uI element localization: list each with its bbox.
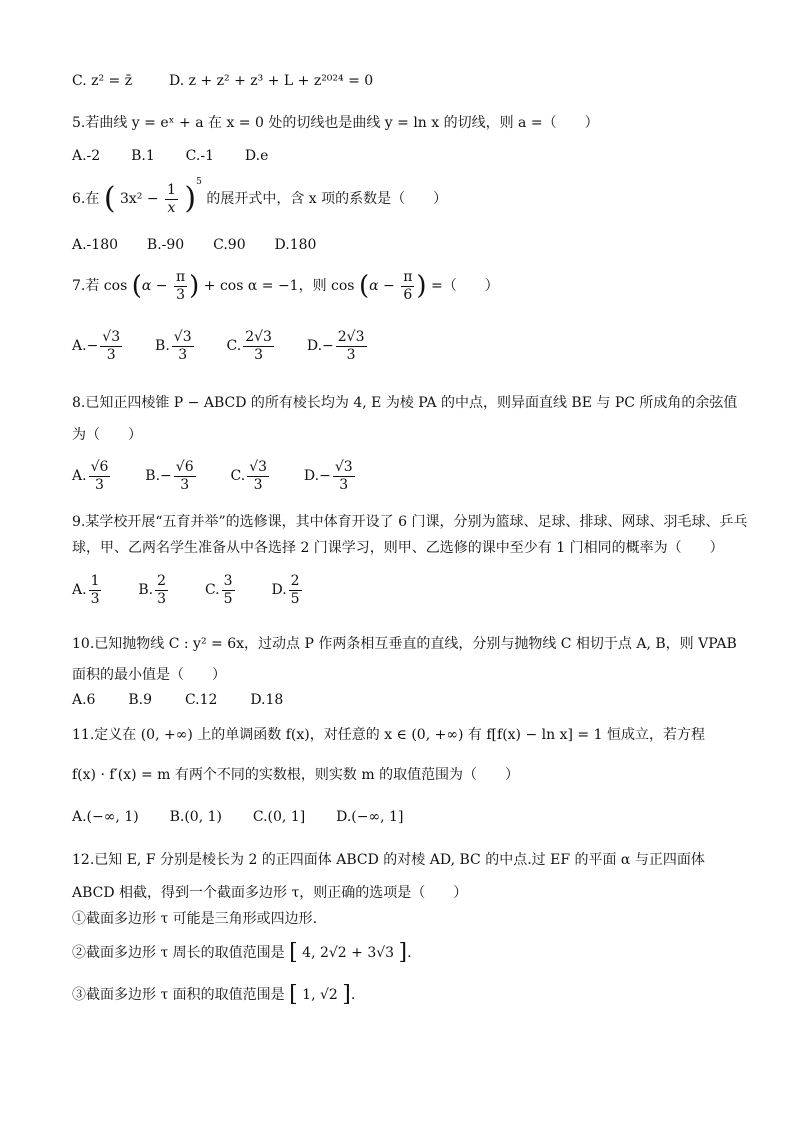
- q7-option-a-frac: [100, 330, 122, 362]
- q7-stem-suffix: =（ ）: [431, 278, 499, 295]
- q10-option-c: C.12: [184, 692, 218, 708]
- q7-option-d-frac: [336, 330, 367, 362]
- q8-option-c-num: √3: [249, 459, 268, 475]
- q11-option-a: A.(−∞, 1): [72, 809, 139, 825]
- q6-stem-prefix: 6.在: [72, 191, 100, 208]
- q8-option-b-den: 3: [180, 476, 190, 493]
- q6-options: [72, 238, 316, 252]
- q6-option-a: A.-180: [72, 237, 119, 253]
- q7-option-b-label: B.: [155, 338, 170, 355]
- q9-option-a-label: A.: [72, 582, 87, 599]
- q8-option-a-num: √6: [90, 459, 109, 475]
- q9-option-d-num: 2: [290, 573, 300, 589]
- q8-option-b-sign: −: [160, 468, 172, 485]
- q7-option-b: [155, 330, 196, 362]
- q7-stem-prefix: 7.若 cos: [72, 278, 128, 295]
- q10-stem-line1: 10.已知抛物线 C : y² = 6x，过动点 P 作两条相互垂直的直线，分别与抛物线 C 相切于点 A, B，则 VPAB: [72, 636, 737, 652]
- q8-option-b-frac: [174, 460, 196, 492]
- q10-option-a: A.6: [72, 692, 96, 708]
- q7-stem: [72, 270, 499, 302]
- q7-option-d-den: 3: [346, 346, 356, 363]
- q6-stem: [72, 176, 448, 217]
- q8-option-c-frac: [247, 460, 269, 492]
- q7-frac-2-den: 6: [403, 286, 413, 303]
- q9-option-c: [205, 574, 237, 606]
- q6-frac-den: x: [167, 199, 176, 216]
- q9-option-b: [138, 574, 170, 606]
- q4-option-d: D. z + z² + z³ + L + z²⁰²⁴ = 0: [169, 73, 374, 89]
- q10-options: [72, 693, 283, 707]
- q7-stem-mid: + cos α = −1，则 cos: [203, 278, 355, 295]
- q8-option-d-den: 3: [339, 476, 349, 493]
- q11-stem-line1: 11.定义在 (0, +∞) 上的单调函数 f(x)，对任意的 x ∈ (0, +∞) 有 f[f(x) − ln x] = 1 恒成立，若方程: [72, 727, 705, 743]
- q7-option-d-label: D.: [306, 338, 323, 355]
- q8-option-a-label: A.: [72, 468, 87, 485]
- q8-option-a-frac: [89, 460, 111, 492]
- q10-option-d: D.18: [250, 692, 284, 708]
- q9-option-d-frac: [289, 574, 302, 606]
- q8-option-d-sign: −: [319, 468, 331, 485]
- q7-option-b-num: √3: [173, 329, 192, 345]
- q8-option-d: [304, 460, 357, 492]
- q7-option-d-sign: −: [322, 338, 334, 355]
- q6-stem-suffix: 的展开式中，含 x 项的系数是（ ）: [206, 191, 448, 208]
- q9-option-b-frac: [155, 574, 168, 606]
- q6-left-paren: (: [103, 181, 116, 217]
- q6-option-d: D.180: [274, 237, 317, 253]
- q6-exponent: 5: [196, 176, 202, 187]
- q11-option-d: D.(−∞, 1]: [336, 809, 404, 825]
- q8-stem-line1: 8.已知正四棱锥 P − ABCD 的所有棱长均为 4, E 为棱 PA 的中点，则异面直线 BE 与 PC 所成角的余弦值: [72, 395, 738, 411]
- q6-frac-num: 1: [167, 182, 176, 198]
- q11-option-b: B.(0, 1): [169, 809, 222, 825]
- q12-item-2-rbracket: ]: [398, 940, 408, 965]
- q8-option-d-num: √3: [334, 459, 353, 475]
- q11-options: [72, 810, 403, 824]
- q8-option-b-num: √6: [175, 459, 194, 475]
- q7-paren-r2: ): [416, 271, 427, 302]
- q7-option-c-den: 3: [254, 346, 264, 363]
- q8-option-d-label: D.: [303, 468, 320, 485]
- q5-stem: 5.若曲线 y = eˣ + a 在 x = 0 处的切线也是曲线 y = ln x 的切线，则 a =（ ）: [72, 115, 599, 131]
- q4-options: [72, 74, 373, 88]
- q7-frac-1-num: π: [175, 269, 186, 285]
- q9-stem-line1: 9.某学校开展“五育并举”的选修课，其中体育开设了 6 门课，分别为篮球、足球、排球、网球、羽毛球、乒乓: [72, 514, 748, 530]
- q10-option-b: B.9: [128, 692, 153, 708]
- q12-item-2-prefix: ②截面多边形 τ 周长的取值范围是: [72, 945, 285, 961]
- q7-option-a-label: A.: [72, 338, 87, 355]
- q9-option-c-label: C.: [204, 582, 220, 599]
- q7-option-c: [227, 330, 276, 362]
- q7-paren-r1: ): [189, 271, 200, 302]
- q9-option-c-frac: [222, 574, 235, 606]
- q9-option-a-num: 1: [90, 573, 100, 589]
- q12-item-3: [72, 984, 355, 1006]
- q6-expr-base: 3x² −: [119, 191, 159, 208]
- q7-frac-1: [174, 270, 187, 302]
- q12-item-1: ①截面多边形 τ 可能是三角形或四边形.: [72, 911, 318, 927]
- q10-stem-line2: 面积的最小值是（ ）: [72, 667, 226, 683]
- q9-option-a-frac: [89, 574, 102, 606]
- q7-alpha-1: α −: [141, 278, 168, 295]
- q9-option-d-den: 5: [290, 590, 300, 607]
- q8-options: [72, 460, 357, 492]
- q7-frac-2-num: π: [403, 269, 413, 285]
- q9-option-b-den: 3: [157, 590, 167, 607]
- q7-options: [72, 330, 369, 362]
- q5-option-a: A.-2: [72, 148, 101, 164]
- q12-item-2-range: 4, 2√2 + 3√3: [302, 945, 395, 961]
- q7-option-a-den: 3: [106, 346, 116, 363]
- q7-option-d-num: 2√3: [337, 329, 365, 345]
- q8-stem-line2: 为（ ）: [72, 427, 142, 443]
- q7-option-a-sign: −: [86, 338, 99, 355]
- q12-item-2: [72, 942, 412, 964]
- q9-option-a-den: 3: [90, 590, 100, 607]
- q7-frac-2: [401, 270, 414, 302]
- q9-stem-line2: 球，甲、乙两名学生准备从中各选择 2 门课学习，则甲、乙选修的课中至少有 1 门相同的概率为（ ）: [72, 540, 724, 556]
- q4-option-c: C. z² = z̄: [72, 73, 133, 89]
- q12-stem-line2: ABCD 相截，得到一个截面多边形 τ，则正确的选项是（ ）: [72, 885, 468, 901]
- q11-option-c: C.(0, 1]: [252, 809, 306, 825]
- q12-item-3-lbracket: [: [289, 982, 298, 1007]
- q6-option-b: B.-90: [146, 237, 185, 253]
- q9-option-d: [271, 574, 303, 606]
- q11-stem-line2: f(x) · f′(x) = m 有两个不同的实数根，则实数 m 的取值范围为（ ）: [72, 767, 520, 783]
- q7-option-a: [72, 330, 124, 362]
- q7-option-a-num: √3: [102, 329, 121, 345]
- q8-option-d-frac: [333, 460, 355, 492]
- q12-stem-line1: 12.已知 E, F 分别是棱长为 2 的正四面体 ABCD 的对棱 AD, BC 的中点.过 EF 的平面 α 与正四面体: [72, 852, 705, 868]
- q9-option-a: [72, 574, 103, 606]
- q8-option-c-label: C.: [230, 468, 246, 485]
- q9-option-d-label: D.: [271, 582, 287, 599]
- q8-option-b: [145, 460, 197, 492]
- q5-option-d: D.e: [244, 148, 269, 164]
- q8-option-c-den: 3: [253, 476, 263, 493]
- q7-frac-1-den: 3: [176, 286, 186, 303]
- q7-option-d: [307, 330, 369, 362]
- q9-option-c-num: 3: [223, 573, 233, 589]
- q7-paren-l1: (: [131, 271, 142, 302]
- q7-alpha-2: α −: [369, 278, 395, 295]
- q8-option-c: [231, 460, 272, 492]
- q5-options: [72, 149, 268, 163]
- q8-option-a-den: 3: [95, 476, 104, 493]
- q9-options: [72, 574, 304, 606]
- q7-option-b-frac: [172, 330, 194, 362]
- q7-option-c-frac: [243, 330, 274, 362]
- q7-option-c-num: 2√3: [245, 329, 272, 345]
- q7-paren-l2: (: [358, 271, 370, 302]
- q9-option-b-num: 2: [157, 573, 167, 589]
- q6-fraction: [165, 183, 178, 215]
- q12-item-3-range: 1, √2: [302, 987, 338, 1003]
- q8-option-a: [72, 460, 112, 492]
- q12-item-3-rbracket: ]: [342, 982, 351, 1007]
- q7-option-c-label: C.: [226, 338, 242, 355]
- q12-item-2-dot: .: [407, 945, 412, 961]
- q7-option-b-den: 3: [178, 346, 188, 363]
- q6-right-paren: ): [184, 181, 197, 217]
- q12-item-3-dot: .: [350, 987, 356, 1003]
- q5-option-c: C.-1: [185, 148, 214, 164]
- q12-item-3-prefix: ③截面多边形 τ 面积的取值范围是: [72, 987, 285, 1003]
- q9-option-b-label: B.: [138, 582, 154, 599]
- q8-option-b-label: B.: [145, 468, 161, 485]
- q9-option-c-den: 5: [223, 590, 233, 607]
- q12-item-2-lbracket: [: [289, 940, 298, 965]
- q6-option-c: C.90: [213, 237, 246, 253]
- q5-option-b: B.1: [131, 148, 155, 164]
